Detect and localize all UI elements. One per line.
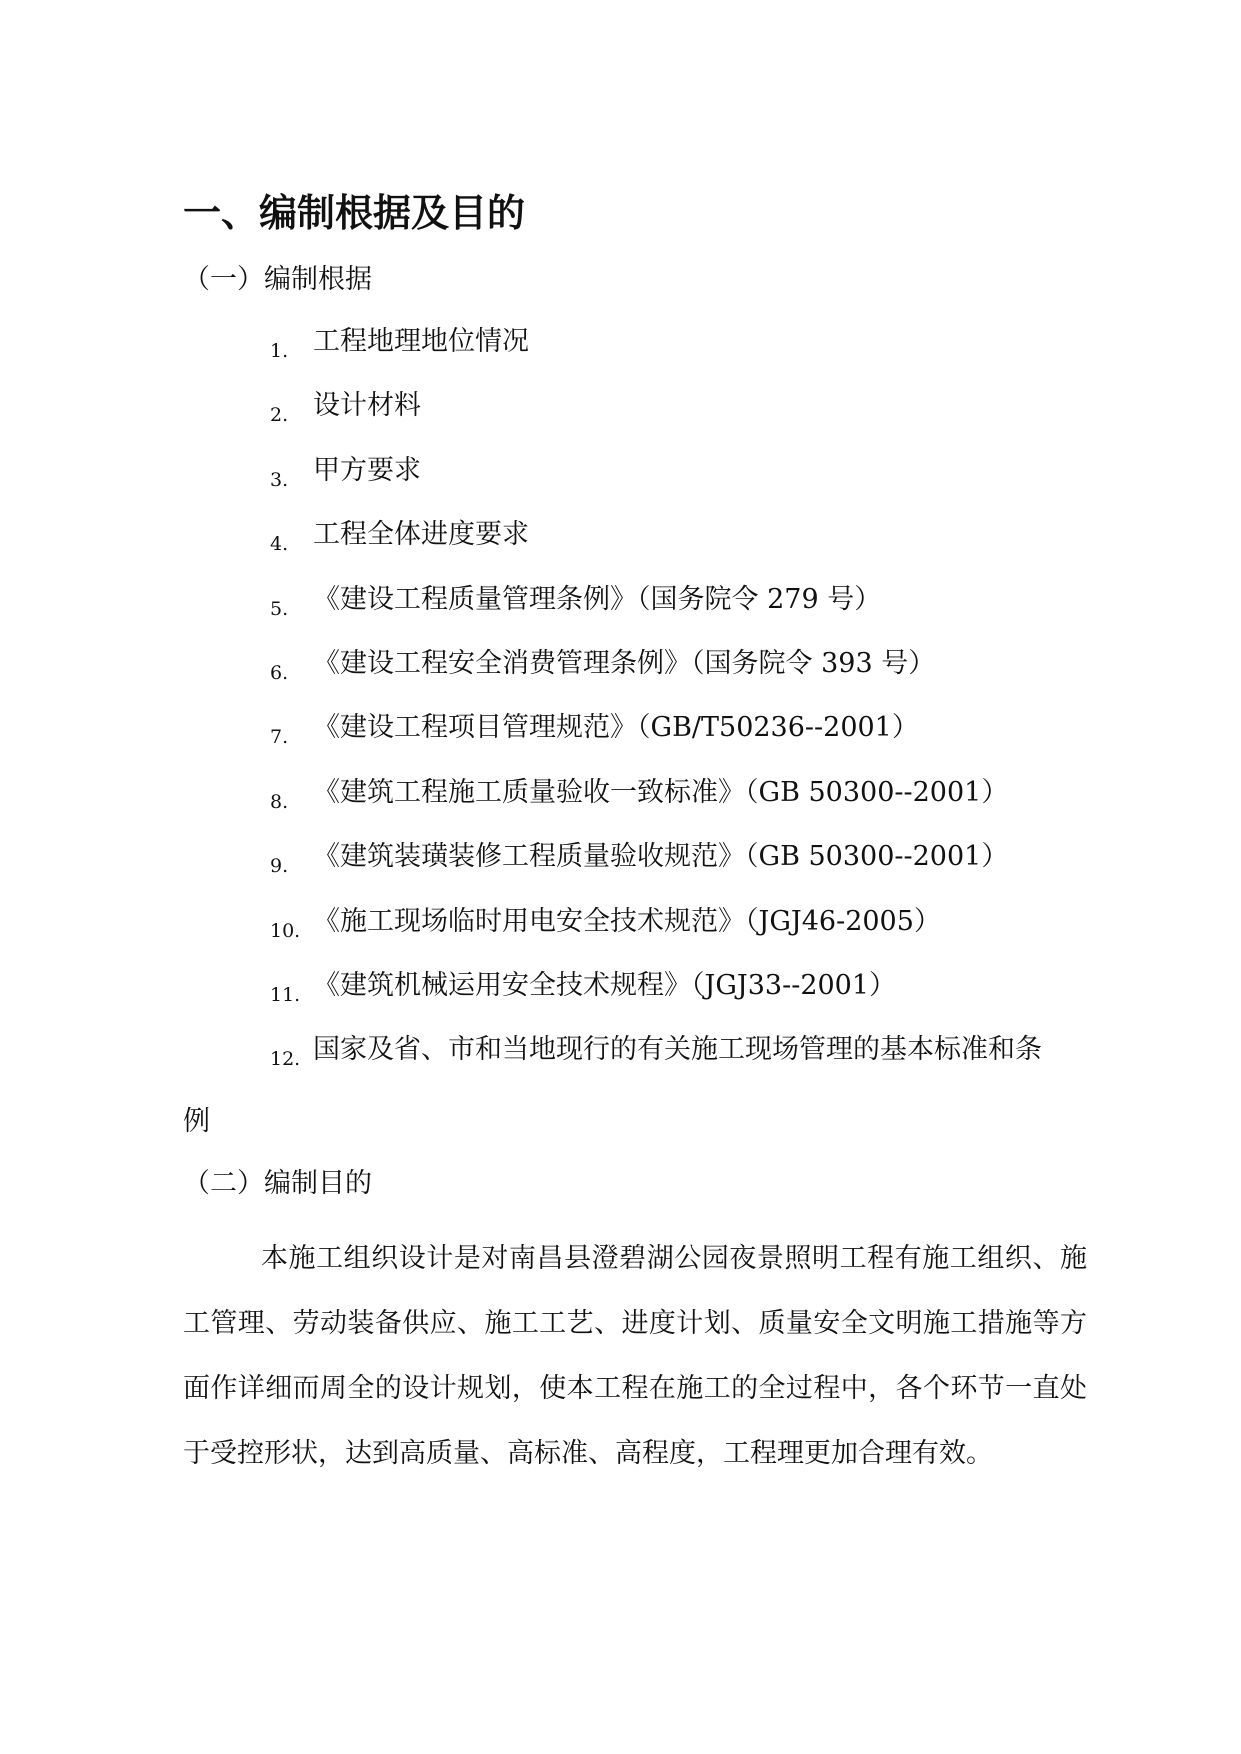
- list-item: [0, 320, 1241, 384]
- list-item-number: 2.: [270, 404, 289, 427]
- list-item-number: 8.: [270, 790, 289, 813]
- list-item-text: 《建设工程项目管理规范》（GB/T50236--2001）: [313, 712, 919, 744]
- list-item-number: 7.: [270, 726, 289, 749]
- purpose-paragraph: 本施工组织设计是对南昌县澄碧湖公园夜景照明工程有施工组织、施工管理、劳动装备供应、施工工艺、进度计划、质量安全文明施工措施等方面作详细而周全的设计规划，使本工程在施工的全过程中，各个环节一直处于受控形状，达到高质量、高标准、高程度，工程理更加合理有效。: [183, 1243, 1087, 1469]
- list-item-text: 工程全体进度要求: [313, 519, 529, 551]
- list-item: [0, 706, 1241, 770]
- list-item-text: 国家及省、市和当地现行的有关施工现场管理的基本标准和条: [313, 1034, 1042, 1066]
- list-item-text: 《建筑装璜装修工程质量验收规范》（GB 50300--2001）: [313, 841, 1009, 873]
- list-item-text: 《建筑机械运用安全技术规程》（JGJ33--2001）: [313, 969, 897, 1001]
- list-item-number: 10.: [270, 919, 301, 942]
- list-item-text: 《建设工程安全消费管理条例》（国务院令 393 号）: [313, 647, 936, 679]
- list-item-number: 6.: [270, 661, 289, 684]
- list-item-text: 甲方要求: [313, 454, 421, 486]
- list-item-number: 9.: [270, 855, 289, 878]
- list-item-text: 设计材料: [313, 390, 421, 422]
- list-item-text: 《建设工程质量管理条例》（国务院令 279 号）: [313, 583, 882, 615]
- list-item: [0, 384, 1241, 448]
- list-item-number: 4.: [270, 533, 289, 556]
- section-heading-basis: （一）编制根据: [183, 264, 372, 295]
- list-item-number: 3.: [270, 468, 289, 491]
- list-item: [0, 642, 1241, 706]
- list-item-text: 《建筑工程施工质量验收一致标准》（GB 50300--2001）: [313, 776, 1009, 808]
- list-item: [0, 449, 1241, 513]
- section-heading-purpose: （二）编制目的: [183, 1168, 372, 1199]
- list-item-number: 5.: [270, 597, 289, 620]
- list-item-number: 12.: [270, 1048, 301, 1071]
- list-item: [0, 835, 1241, 899]
- list-item: [0, 900, 1241, 964]
- basis-list: [0, 320, 1241, 1093]
- list-item-text-continuation: 例: [183, 1106, 210, 1137]
- list-item: [0, 771, 1241, 835]
- list-item-number: 11.: [270, 983, 301, 1006]
- list-item-text: 工程地理地位情况: [313, 326, 529, 357]
- list-item: [0, 964, 1241, 1028]
- list-item-text: 《施工现场临时用电安全技术规范》（JGJ46-2005）: [313, 905, 941, 937]
- list-item: [0, 578, 1241, 642]
- page-title: 一、编制根据及目的: [183, 191, 526, 235]
- list-item: [0, 513, 1241, 577]
- list-item-number: 1.: [270, 340, 289, 362]
- list-item: [0, 1028, 1241, 1092]
